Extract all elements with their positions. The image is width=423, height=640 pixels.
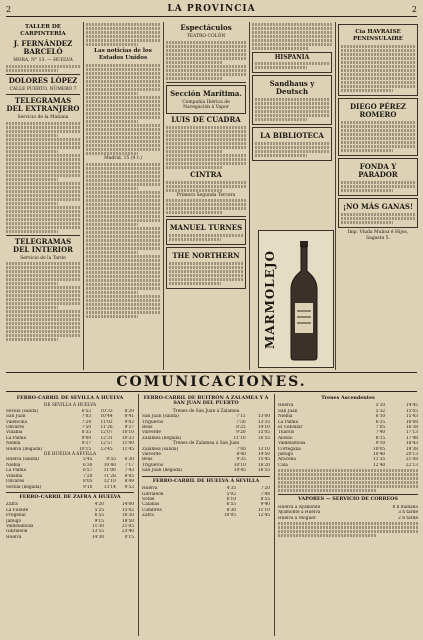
table-cell: 15'02 [121,507,134,513]
table-cell: 8'29 [124,408,134,414]
column-5 [338,22,418,370]
table-row [142,513,270,518]
table-cell: 18'50 [121,518,134,524]
table-cell: 9'27 [124,425,134,431]
table-cell: Jabugo [278,452,294,458]
table-cell: El Cebollar [278,425,303,431]
fare-table-header: Primera Segunda Tercera [176,192,236,198]
timetable [278,403,418,468]
table-cell: 11'26 [100,425,113,431]
table-cell: La Palma [6,435,27,441]
table-cell: 9'15 [94,518,104,524]
table-cell: Zafra [6,502,18,508]
table-cell: Niebla [6,462,21,468]
railway-direction-2: DE HUELVA Á SEVILLA [43,452,97,458]
ad-sandhaus-deutsch: Sandhaus y Deutsch [269,78,315,96]
table-cell: Valverde [142,430,161,436]
table-cell: 7'17 [124,462,134,468]
table-cell: 7'15 [236,414,246,420]
table-cell: Trigueros [142,419,164,425]
table-cell: 17'48 [405,435,418,441]
table-cell: 6'30 [124,457,134,463]
table-cell: San Juan (salida) [142,414,180,420]
table-cell: 5'10 [375,403,386,409]
railway-title: Trenes Ascendentes [321,395,375,401]
table-cell: 8'40 [236,452,246,458]
table-cell: 12'45 [257,513,270,519]
table-cell: 7'00 [236,446,246,452]
table-cell: 8'15 [375,435,386,441]
table-cell: 9'35 [236,457,246,463]
table-cell: 11'30 [91,523,104,529]
table-cell: 10'05 [373,446,386,452]
table-cell: Niebla [278,414,293,420]
table-cell: 11'35 [373,457,386,463]
table-cell: 11'02 [100,419,113,425]
table-cell: 5'02 [226,491,237,497]
table-cell: 15'43 [405,414,418,420]
table-cell: 14'10 [257,425,270,431]
timetable [142,447,270,474]
timetable [142,414,270,441]
table-cell: 6'30 [82,462,93,468]
table-cell: 9'40 [260,502,270,508]
railway-title: FERRO-CARRIL DE BUITRÓN Á ZALAMEA Y Á SAN JUAN DEL PUERTO [143,395,269,407]
railway-sevilla-huelva [6,394,134,636]
table-cell: 10'10 [233,462,246,468]
table-cell: 16'08 [405,419,418,425]
table-cell: 15'45 [257,457,270,463]
table-cell: 15'05 [257,430,270,436]
printer-imprint: Imp. Viuda Muñoz é Hijos, Sagasta 5. [347,230,409,241]
shows-heading: Espectáculos [180,23,232,32]
table-cell: Cumbres [142,507,162,513]
table-cell: Cortegana [278,446,301,452]
table-cell: Zafra [142,513,154,519]
foreign-telegrams-heading: TELEGRAMAS DEL EXTRANJERO [6,96,80,114]
ad-biblioteca: LA BIBLIOTECA [260,130,324,140]
table-cell: 16'55 [257,468,270,474]
table-cell: 16'38 [405,425,418,431]
ad-carpentry-name: J. FERNÁNDEZ BARCELÓ [13,39,73,56]
table-cell: 6'57 [82,468,93,474]
timetable [6,409,134,452]
maritime-section [166,85,246,114]
table-cell: 20'13 [405,452,418,458]
table-cell: 12'10 [103,479,116,485]
ship-name-1: LUIS DE CUADRA [171,114,241,124]
column-divider [249,22,250,370]
table-cell: 9'10 [375,441,386,447]
timetable [278,505,418,521]
page-number-right: 2 [411,5,417,14]
railway-title: FERRO-CARRIL DE SEVILLA Á HUELVA [16,395,124,401]
table-cell: 4'20 [94,502,104,508]
table-cell: 15'05 [405,408,418,414]
table-cell: La Palma [6,468,27,474]
table-cell: 21'08 [405,457,418,463]
table-cell: Villalba [6,430,23,436]
table-cell: 11'06 [103,468,116,474]
table-cell: 16'20 [257,462,270,468]
table-cell: Trigueros [142,462,164,468]
table-cell: Sotiel [142,496,155,502]
bottle-icon [289,241,319,361]
table-cell: Niebla [6,441,21,447]
table-cell: Olivares [6,425,25,431]
table-cell: 13'45 [100,446,113,452]
table-cell: 7'40 [375,430,386,436]
table-cell: San Juan [278,408,298,414]
table-cell: 8'35 [81,430,92,436]
table-cell: 8 h mañana [392,504,418,510]
table-cell: Jabugo [6,518,22,524]
ship-name-2: CINTRA [190,169,222,179]
table-cell: Calañas [142,502,160,508]
table-cell: Huelva (llegada) [6,446,43,452]
table-cell: 8'25 [236,425,246,431]
morning-service-subheading: Servicio de la Mañana [17,115,69,121]
table-cell: 10'45 [233,468,246,474]
table-cell: La Palma [278,419,299,425]
table-cell: Huelva (salida) [6,457,39,463]
column-divider [163,22,164,370]
table-cell: 6'52 [81,408,92,414]
table-cell: 7'03 [81,414,92,420]
table-cell: 16'30 [121,513,134,519]
table-cell: Beas [142,457,153,463]
timetable [6,457,134,489]
table-row [142,468,270,473]
table-cell: Zalamea (llegada) [142,435,182,441]
table-cell: 3 h tarde [398,510,418,516]
table-cell: 6'35 [375,419,386,425]
table-cell: Huelva [6,534,22,540]
railway-direction-2: Trenes de Zalamea á San Juan [172,441,240,447]
table-cell: 14'00 [121,502,134,508]
table-cell: 13'55 [91,529,104,535]
table-cell: Fregenal [6,513,26,519]
table-cell: 14'50 [257,452,270,458]
table-cell: 8'49 [124,479,134,485]
dateline: Madrid, 15 (4 t.) [104,156,142,161]
table-cell: 10'33 [121,435,134,441]
table-cell: 12'07 [100,430,113,436]
table-cell: 0'15 [124,534,134,540]
table-cell: Tharsis [278,430,295,436]
table-cell: 6'10 [375,414,386,420]
table-cell: 2 h tarde [398,515,418,521]
table-cell: 13'00 [257,414,270,420]
news-heading: Las noticias de los Estados Unidos [94,48,152,61]
theater-name: TEATRO COLÓN [186,34,226,39]
table-row [278,463,418,468]
railway-ascending [278,394,418,636]
table-cell: 6'55 [94,513,104,519]
table-cell: San Juan (llegada) [142,468,183,474]
table-cell: 7'24 [81,419,92,425]
table-cell: Ayamonte á Huelva [278,510,321,516]
table-cell: San Juan [6,414,26,420]
table-cell: Beas [142,425,153,431]
ad-manuel-turnes: MANUEL TURNES [169,223,243,233]
table-cell: Valencina [6,419,28,425]
table-cell: 8'05 [124,473,134,479]
table-cell: 11'10 [233,435,246,441]
table-cell: 9'55 [106,457,116,463]
page-number-left: 2 [6,5,12,14]
table-cell: 13'10 [257,446,270,452]
table-cell: 9'27 [81,441,92,447]
table-row [278,516,418,521]
ad-the-northern: THE NORTHERN [172,251,240,261]
table-cell: 8'05 [82,479,93,485]
table-cell: Sevilla (salida) [6,408,39,414]
table-cell: 21'05 [121,523,134,529]
table-cell: 10'44 [100,414,113,420]
column-2 [86,22,160,370]
table-cell: 7'05 [375,425,386,431]
table-cell: Alosno [278,435,293,441]
table-cell: Aracena [278,457,296,463]
maritime-heading: Sección Marítima. [170,88,242,98]
table-cell: 8'30 [226,507,237,513]
table-cell: Villalba [6,473,23,479]
table-cell: 14'45 [405,403,418,409]
ad-hispania: HISPANIA [274,54,310,61]
table-cell: 10'15 [79,446,92,452]
table-cell: Valverde [142,452,161,458]
page-header [6,4,417,17]
table-cell: 7'20 [82,473,93,479]
table-row [6,535,134,540]
table-cell: 9'00 [81,435,92,441]
table-cell: 18'43 [405,441,418,447]
column-divider [274,394,275,636]
table-cell: 10'05 [223,513,237,519]
table-cell: 10'33 [100,408,113,414]
table-cell: 8'41 [124,414,134,420]
railway-title-2: FERRO-CARRIL DE ZAFRA Á HUELVA [19,493,121,500]
ad-carpentry-address: MORA, N° 13. — HUELVA [13,58,73,63]
table-cell: Sevilla (llegada) [6,484,42,490]
table-row [6,485,134,490]
railway-direction: DE SEVILLA Á HUELVA [43,403,97,409]
table-cell: 13'35 [257,419,270,425]
table-cell: 11'10 [257,507,270,513]
column-divider [138,394,139,636]
table-cell: 23'40 [121,529,134,535]
table-cell: 5'25 [94,507,104,513]
table-cell: 17'13 [405,430,418,436]
table-cell: 10'10 [121,430,134,436]
ad-carpentry-title: TALLER DE CARPINTERÍA [20,24,66,37]
table-cell: 5'32 [375,408,386,414]
ad-diego-perez: DIEGO PÉREZ ROMERO [349,102,407,119]
ad-havraise: Cía HAVRAISE PENINSULAIRE [352,29,404,42]
table-cell: Huelva [142,486,158,492]
interior-telegrams-heading: TELEGRAMAS DEL INTERIOR [13,236,73,254]
table-cell: 6'55 [226,502,237,508]
column-1 [6,22,80,370]
table-cell: 8'55 [260,496,270,502]
shipping-company: Compañía Ibérica de Navegación á Vapor [182,99,230,111]
table-cell: 22'13 [405,462,418,468]
column-3 [166,22,246,370]
table-cell: 12'57 [100,441,113,447]
table-cell: Gibraleón [142,491,164,497]
railway-buitron-zalamea [142,394,270,636]
ad-no-mas-ganas: ¡NO MÁS GANAS! [342,202,414,211]
table-cell: 10'40 [373,452,386,458]
steamers-title: VAPORES — SERVICIO DE CORREOS [298,496,398,503]
table-cell: 6'10 [226,496,237,502]
table-cell: 7'48 [260,491,270,497]
timetable [6,502,134,540]
table-cell: 16'55 [257,435,270,441]
afternoon-service-subheading: Servicio de la Tarde [20,255,66,261]
table-cell: La Fuente [6,507,29,513]
table-cell: Huelva á Moguer [278,515,316,521]
table-cell: Huelva [278,403,294,409]
marmolejo-bottle-ad [258,230,334,368]
table-cell: Valdelamusa [278,441,306,447]
table-cell: Zalamea (salida) [142,446,179,452]
table-cell: 12'40 [373,462,386,468]
communications-banner: COMUNICACIONES. [6,372,417,392]
table-cell: 7'50 [81,425,92,431]
timetable [142,486,270,518]
column-divider [83,22,84,370]
railway-title-2: FERRO-CARRIL DE HUELVA Á SEVILLA [152,477,260,484]
table-cell: 4'35 [226,486,237,492]
column-divider [335,22,336,370]
marmolejo-label: MARMOLEJO [263,249,277,349]
table-cell: Gibraleón [6,529,28,535]
railway-direction: Trenes de San Juan á Zalamea [172,408,240,414]
table-cell: 9'10 [82,484,93,490]
table-cell: 19'38 [405,446,418,452]
table-cell: 9'53 [124,484,134,490]
table-cell: 7'20 [260,486,270,492]
table-cell: 9'20 [236,430,246,436]
masthead-title: LA PROVINCIA [167,4,256,14]
table-cell: 5'45 [82,457,93,463]
table-cell: 13'14 [103,484,116,490]
table-cell: 9'02 [124,419,134,425]
ad-dolores-title: DOLORES LÓPEZ [8,75,78,85]
table-cell: 7'50 [236,419,246,425]
ad-dolores-address: CALLE PUERTO, NÚMERO 7 [9,86,77,92]
table-cell: Olivares [6,479,25,485]
table-cell: 11'00 [121,441,134,447]
table-cell: 12'31 [100,435,113,441]
table-cell: 7'43 [124,468,134,474]
table-cell: Valdelamusa [6,523,34,529]
table-cell: 11'45 [121,446,134,452]
table-cell: 10'40 [103,462,116,468]
ad-fonda-parador: FONDA Y PARADOR [358,162,398,179]
table-cell: 14'30 [91,534,104,540]
table-cell: Cala [278,462,288,468]
table-cell: 11'28 [103,473,116,479]
table-cell: Huelva á Ayamonte [278,504,321,510]
